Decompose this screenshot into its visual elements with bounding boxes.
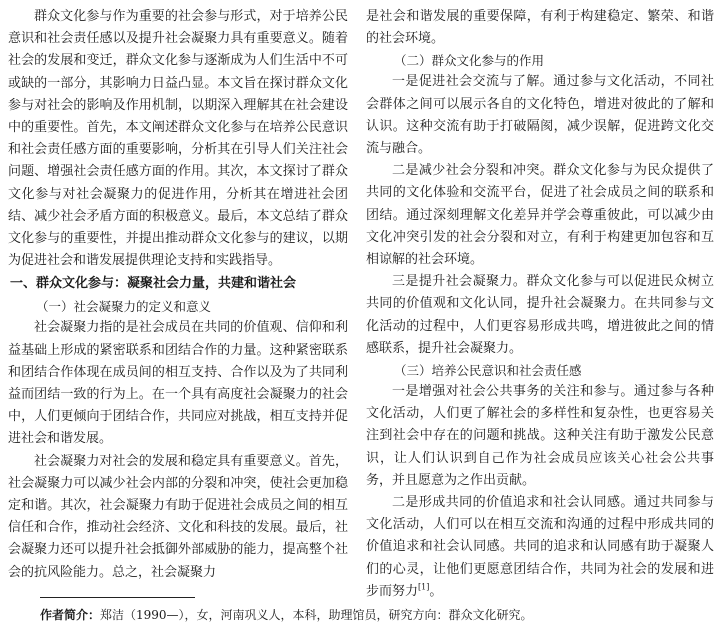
paragraph-text: 二是形成共同的价值追求和社会认同感。通过共同参与文化活动，人们可以在相互交流和沟通的过程中形成共同的价值追求和社会认同感。共同的追求和认同感有助于凝聚人们的心灵，让他们更愿意团结合作，共同为社会的发展和进步而努力 (366, 495, 714, 599)
continued-paragraph: 是社会和谐发展的重要保障，有利于构建稳定、繁荣、和谐的社会环境。 (366, 9, 714, 47)
body-paragraph: 社会凝聚力指的是社会成员在共同的价值观、信仰和利益基础上形成的紧密联系和团结合作的力量。这种紧密联系和团结合作体现在成员间的相互支持、合作以及为了共同利益而团结一致的行为上。在一个具有高度社会凝聚力的社会中，人们更倾向于团结合作，共同应对挑战，相互支持并促进社会和谐发展。 (8, 320, 348, 447)
body-paragraph: 二是减少社会分裂和冲突。群众文化参与为民众提供了共同的文化体验和交流平台，促进了社会成员之间的联系和团结。通过深刻理解文化差异并学会尊重彼此，可以减少由文化冲突引发的社会分裂和对立，有利于构建更加包容和互相谅解的社会环境。 (366, 163, 714, 268)
body-paragraph: 一是增强对社会公共事务的关注和参与。通过参与各种文化活动，人们更了解社会的多样性和复杂性，也更容易关注到社会中存在的问题和挑战。这种关注有助于激发公民意识，让人们认识到自己作为社会成员应该关心社会公共事务，并且愿意为之作出贡献。 (366, 384, 714, 488)
paragraph-end: 。 (429, 583, 443, 599)
subsection-heading: （一）社会凝聚力的定义和意义 (36, 299, 212, 315)
author-note-text: 郑洁（1990—），女，河南巩义人，本科，助理馆员，研究方向：群众文化研究。 (100, 608, 533, 622)
body-paragraph (366, 492, 714, 603)
section-heading: 一、群众文化参与：凝聚社会力量，共建和谐社会 (10, 276, 297, 292)
author-note-label: 作者简介： (40, 608, 101, 622)
body-paragraph: 社会凝聚力对社会的发展和稳定具有重要意义。首先，社会凝聚力可以减少社会内部的分裂和冲突，使社会更加稳定和谐。其次，社会凝聚力有助于促进社会成员之间的相互信任和合作，推动社会经济、文化和科技的发展。最后，社会凝聚力还可以提升社会抵御外部威胁的能力，提高整个社会的抗风险能力。总之，社会凝聚力 (8, 453, 348, 580)
left-column (8, 6, 348, 584)
intro-paragraph: 群众文化参与作为重要的社会参与形式，对于培养公民意识和社会责任感以及提升社会凝聚力具有重要意义。随着社会的发展和变迁，群众文化参与逐渐成为人们生活中不可或缺的一部分，其影响力日益凸显。本文旨在探讨群众文化参与对社会的影响及作用机制，以期深入理解其在社会建设中的重要性。首先，本文阐述群众文化参与在培养公民意识和社会责任感方面的重要影响，分析其在引导人们关注社会问题、增强社会责任感方面的作用。其次，本文探讨了群众文化参与对社会凝聚力的促进作用，分析其在增进社会团结、减少社会矛盾方面的积极意义。最后，本文总结了群众文化参与的重要性，并提出推动群众文化参与的建议，以期为促进社会和谐发展提供理论支持和实践指导。 (8, 9, 348, 269)
author-note (40, 606, 700, 624)
right-column (366, 6, 714, 603)
footnote-divider (40, 597, 195, 598)
subsection-heading: （三）培养公民意识和社会责任感 (394, 363, 582, 379)
body-paragraph: 一是促进社会交流与了解。通过参与文化活动，不同社会群体之间可以展示各自的文化特色，增进对彼此的了解和认识。这种交流有助于打破隔阂，减少误解，促进跨文化交流与融合。 (366, 74, 714, 157)
citation-marker: [1] (418, 582, 430, 592)
subsection-heading: （二）群众文化参与的作用 (394, 53, 545, 69)
body-paragraph: 三是提升社会凝聚力。群众文化参与可以促进民众树立共同的价值观和文化认同，提升社会凝聚力。在共同参与文化活动的过程中，人们更容易形成共鸣，增进彼此之间的情感联系，提升社会凝聚力。 (366, 274, 714, 356)
